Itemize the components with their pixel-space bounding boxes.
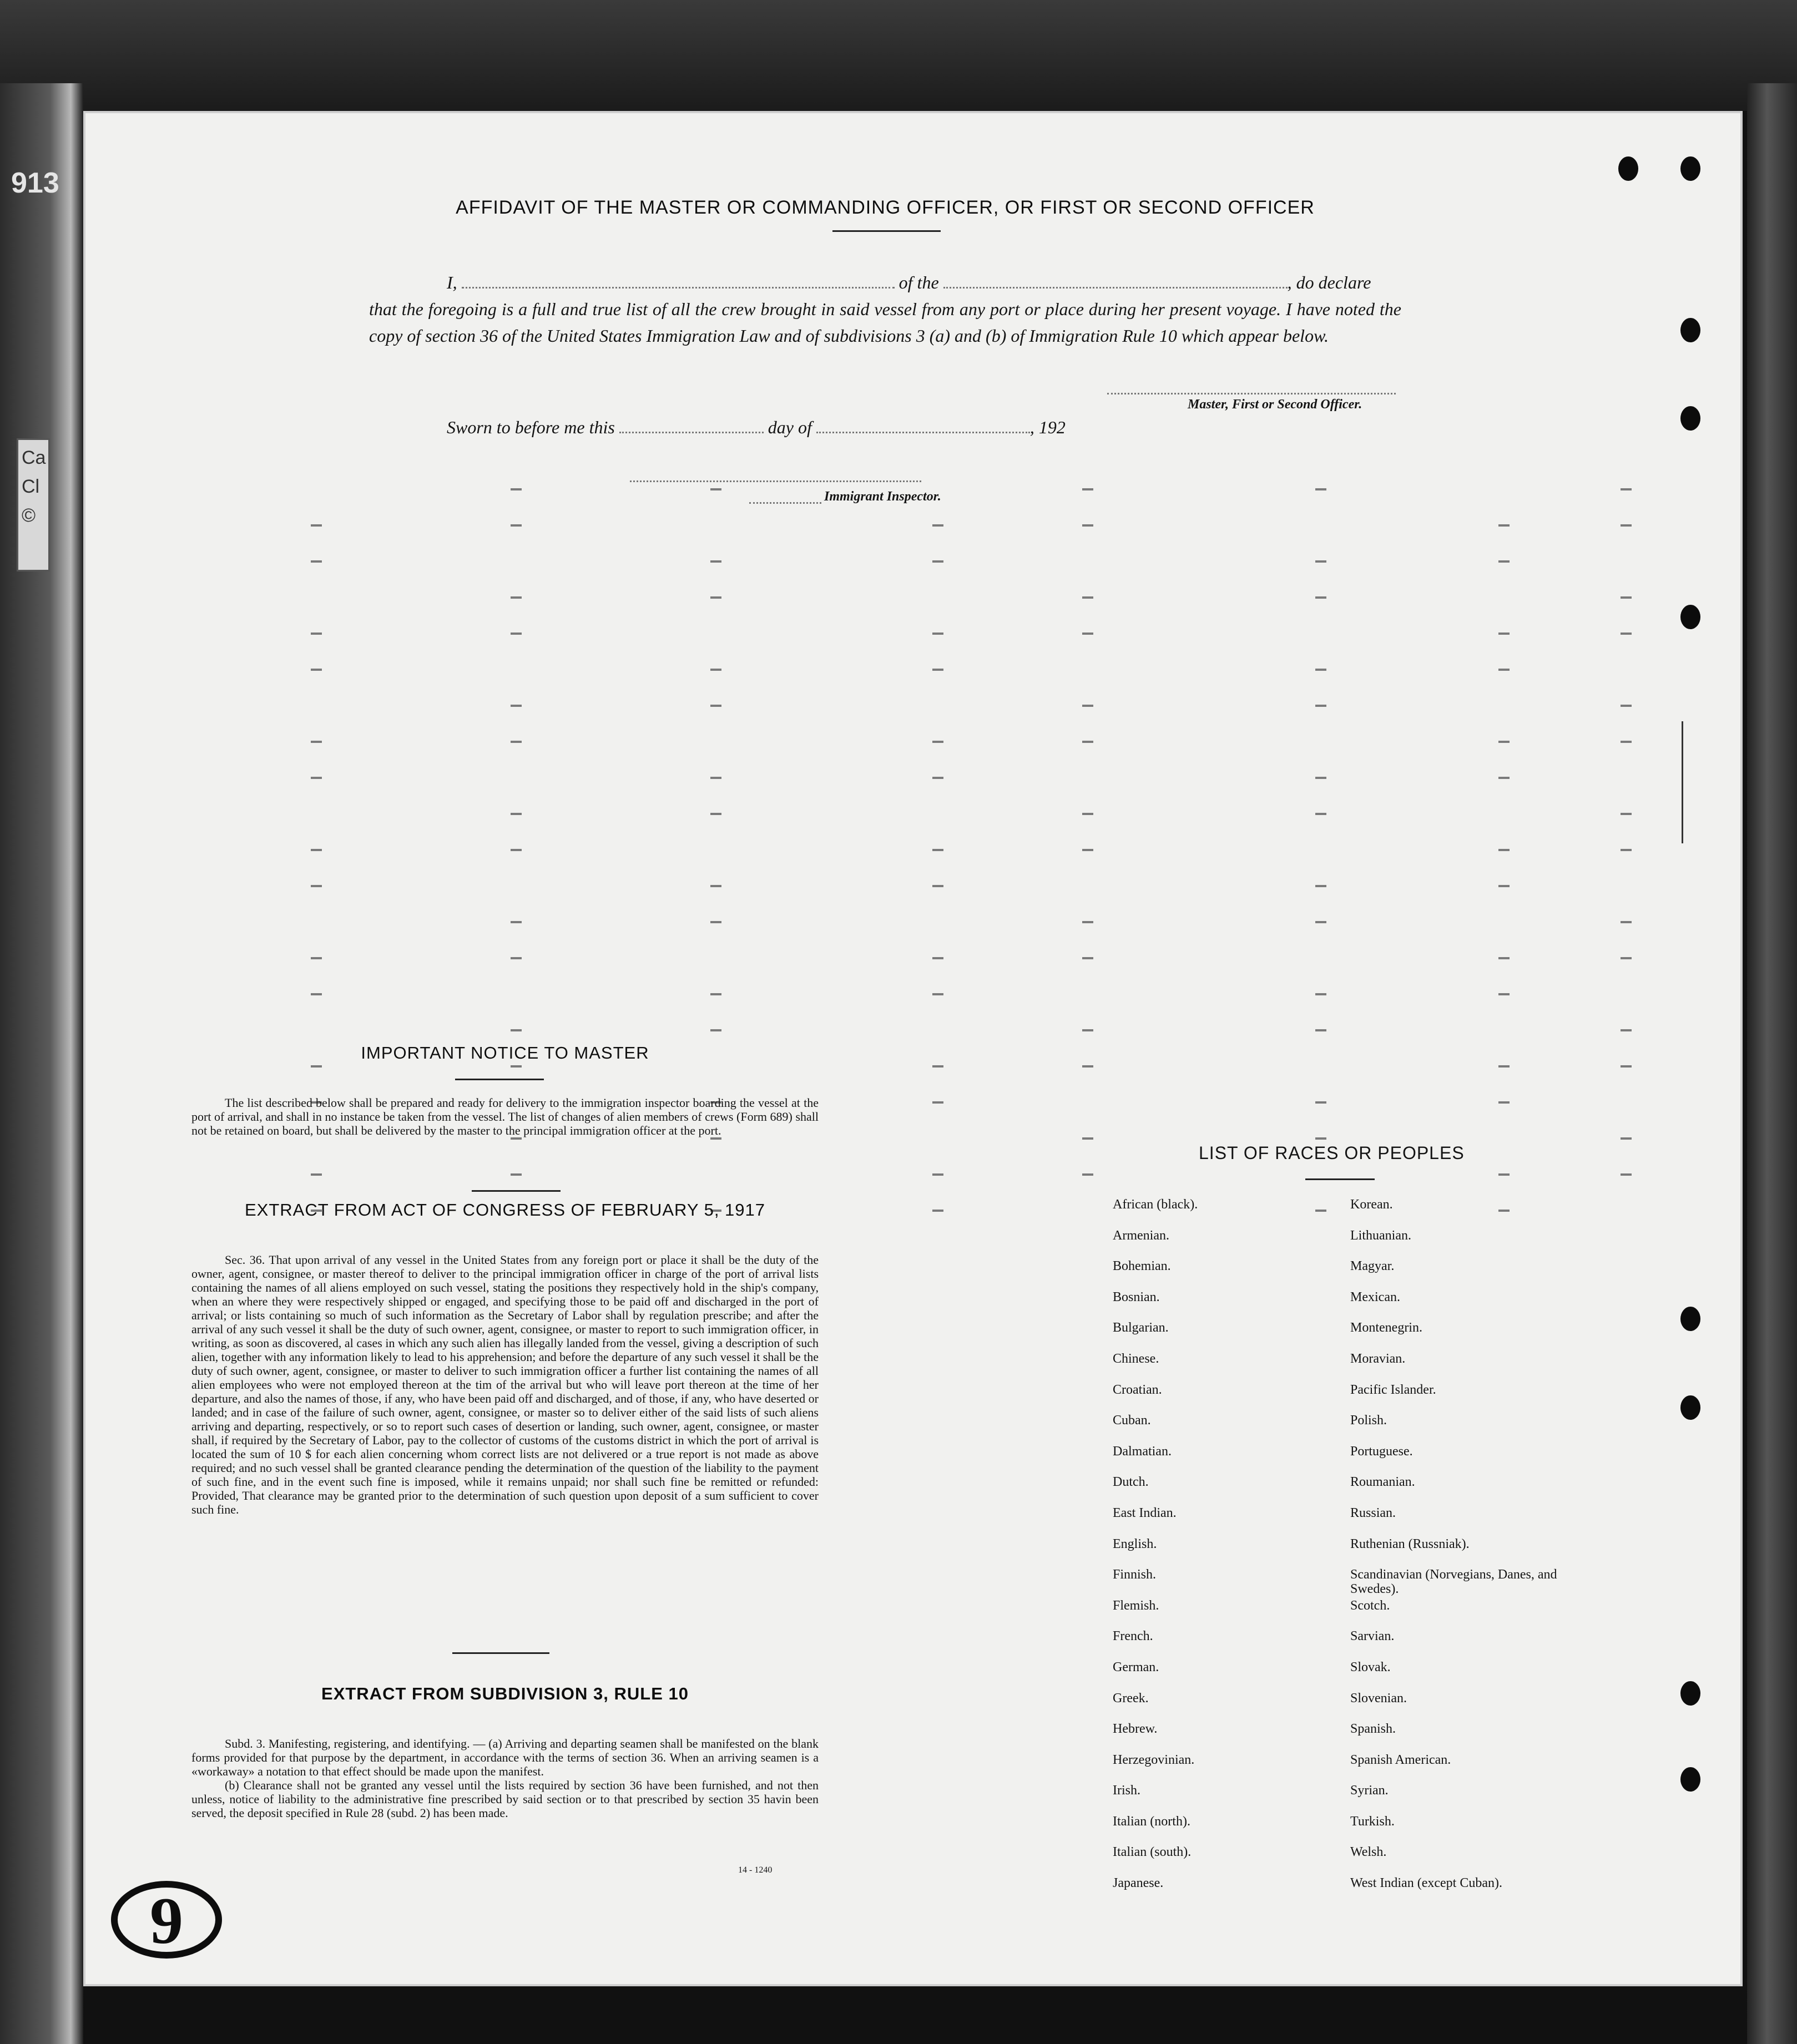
race-item: Polish. [1350,1413,1387,1428]
affidavit-declaration-line [447,269,1401,296]
bleed-through-mark [710,669,721,671]
punch-hole [1618,156,1638,181]
race-item: West Indian (except Cuban). [1350,1876,1502,1891]
bleed-through-row [277,524,1687,535]
bleed-through-mark [1315,1101,1326,1104]
bleed-through-mark [1315,1137,1326,1140]
bleed-through-row [277,488,1687,499]
inspector-caption: Immigrant Inspector. [824,489,941,504]
bleed-through-mark [1621,1173,1632,1176]
race-item: Roumanian. [1350,1475,1415,1490]
race-item: Dutch. [1113,1475,1149,1490]
sworn-line [447,417,1066,438]
act-text: Sec. 36. That upon arrival of any vessel in the United States from any foreign port or place it shall be the duty of the owner, agent, consignee, or master thereof to deliver to the principal immigration officer in charge of the port of arrival lists containing the names of all aliens employed on such vessel, stating the positions they respectively hold in the ship's company, when an where they were respectively shipped or engaged, and specifying those to be paid off and discharged in the port of arrival; or lists containing so much of such information as the Secretary of Labor shall by regulation prescribe; and after the arrival of any such vessel it shall be the duty of such owner, agent, consignee, or master to report to such immigration officer, in writing, as soon as discovered, al cases in which any such alien has illegally landed from the vessel, giving a description of such alien, together with any information likely to lead to his apprehension; and before the departure of any such vessel it shall be the duty of such owner, agent, consignee, or master to deliver to such immigration officer a further list containing the names of all alien employees who were not employed thereon at the tim of the arrival but who will leave port thereon at the time of her departure, and also the names of those, if any, who have been paid off and discharged, and of those, if any, who have deserted or landed; and in case of the failure of such owner, agent, consignee, or master so to deliver either of the said lists of such aliens arriving and departing, respectively, or so to report such cases of desertion or landing, such owner, agent, consignee, or master shall, if required by the Secretary of Labor, pay to the collector of customs of the customs district in which the port of arrival is located the sum of 10 $ for each alien concerning whom correct lists are not delivered or a true report is not made as above required; and no such vessel shall be granted clearance pending the determination of the question of the liability to the payment of such fine, and in the event such fine is imposed, while it remains unpaid; nor shall such fine be remitted or refunded: Provided, That clearance may be granted prior to the determination of such question upon deposit of a sum sufficient to cover such fine. [191,1253,819,1516]
sworn-day-field[interactable] [619,432,764,433]
bleed-through-mark [511,488,522,490]
bleed-through-mark [511,1137,522,1140]
bleed-through-mark [932,741,943,743]
bleed-through-mark [511,633,522,635]
race-item: Russian. [1350,1505,1396,1520]
form-number: 14 - 1240 [738,1865,773,1875]
act-title: EXTRACT FROM ACT OF CONGRESS OF FEBRUARY 5, 1917 [244,1200,766,1220]
notice-text: The list described below shall be prepared and ready for delivery to the immigration inspector boarding the vessel at the port of arrival, and shall in no instance be taken from the vessel. The list of changes of alien members of crews (Form 689) shall not be retained on board, but shall be delivered by the master to the principal immigration officer at the port. [191,1096,819,1137]
bleed-through-mark [511,1173,522,1176]
race-item: Portuguese. [1350,1444,1413,1459]
bleed-through-mark [311,633,322,635]
bleed-through-mark [1621,596,1632,599]
bleed-through-mark [1621,1065,1632,1067]
punch-hole [1680,406,1700,431]
bleed-through-mark [1082,813,1093,815]
scan-background-right [1747,83,1797,2044]
bleed-through-mark [932,957,943,959]
bleed-through-row [277,633,1687,644]
bleed-through-mark [710,596,721,599]
bleed-through-mark [311,1065,322,1067]
sworn-prefix: Sworn to before me this [447,417,615,437]
bleed-through-mark [311,885,322,887]
bleed-through-mark [932,1173,943,1176]
punch-hole [1680,1767,1700,1792]
race-item: Hebrew. [1113,1722,1158,1737]
bleed-through-marks [277,488,1687,1254]
bleed-through-mark [932,669,943,671]
act-body [191,1253,819,1516]
bleed-through-row [277,885,1687,896]
races-right-column [1350,1197,1606,1907]
bleed-through-row [277,813,1687,824]
races-underline [1305,1178,1375,1180]
bleed-through-mark [1082,1137,1093,1140]
bleed-through-mark [511,813,522,815]
bleed-through-mark [1082,1173,1093,1176]
bleed-through-mark [511,741,522,743]
race-item: Magyar. [1350,1259,1395,1274]
race-item: Bohemian. [1113,1259,1171,1274]
bleed-through-mark [710,560,721,563]
bleed-through-mark [1315,1029,1326,1031]
bleed-through-mark [1498,777,1510,779]
vessel-field[interactable] [943,287,1288,289]
bleed-through-mark [710,1137,721,1140]
bleed-through-mark [311,777,322,779]
bleed-through-mark [311,741,322,743]
race-item: Finnish. [1113,1567,1157,1582]
bleed-through-row [277,1029,1687,1040]
bleed-through-row [277,1173,1687,1185]
bleed-through-mark [1082,1029,1093,1031]
punch-hole [1680,1307,1700,1331]
race-item: Spanish. [1350,1722,1396,1737]
bleed-through-mark [1498,885,1510,887]
affidavit-title: AFFIDAVIT OF THE MASTER OR COMMANDING OFFICER, OR FIRST OR SECOND OFFICER [456,197,1315,218]
bleed-through-mark [1082,957,1093,959]
race-item: Herzegovinian. [1113,1752,1195,1767]
bleed-through-mark [1621,741,1632,743]
bleed-through-mark [710,993,721,995]
bleed-through-mark [311,669,322,671]
bleed-through-mark [1315,669,1326,671]
race-item: Scandinavian (Norvegians, Danes, and Swedes). [1350,1567,1557,1597]
bleed-through-mark [1082,633,1093,635]
bleed-through-mark [511,849,522,851]
inspector-signature-line[interactable] [630,480,921,482]
bleed-through-mark [710,705,721,707]
bleed-through-row [277,993,1687,1004]
scan-background-left [0,83,83,2044]
inspector-signature-line-short[interactable] [749,502,821,504]
bleed-through-mark [1315,813,1326,815]
name-field[interactable] [462,287,895,289]
underlying-page-number: 913 [11,167,59,199]
races-left-column [1113,1197,1368,1907]
race-item: Armenian. [1113,1228,1169,1243]
race-item: Italian (south). [1113,1845,1192,1860]
bleed-through-mark [932,1065,943,1067]
bleed-through-mark [511,524,522,527]
bleed-through-mark [1498,524,1510,527]
races-title: LIST OF RACES OR PEOPLES [1199,1143,1465,1163]
bleed-through-mark [311,993,322,995]
officer-caption: Master, First or Second Officer. [1188,397,1362,412]
bleed-through-row [277,777,1687,788]
rule-para-b: (b) Clearance shall not be granted any vessel until the lists required by section 36 have been furnished, and not then unless, notice of liability to the administrative fine prescribed by said section or to that prescribed by section 35 havin been served, the deposit specified in Rule 28 (subd. 2) has been made. [191,1778,819,1820]
bleed-through-mark [1498,849,1510,851]
bleed-through-mark [1315,777,1326,779]
race-item: Bulgarian. [1113,1320,1169,1335]
race-item: Irish. [1113,1783,1140,1798]
race-item: Bosnian. [1113,1289,1160,1304]
bleed-through-mark [1082,488,1093,490]
bleed-through-row [277,560,1687,571]
bleed-through-mark [1621,488,1632,490]
race-item: Syrian. [1350,1783,1389,1798]
bleed-through-mark [932,560,943,563]
i-label: I, [447,272,457,292]
bleed-through-mark [1315,993,1326,995]
bleed-through-mark [311,1173,322,1176]
race-item: Mexican. [1350,1289,1400,1304]
bleed-through-mark [511,1029,522,1031]
bleed-through-mark [710,885,721,887]
bleed-through-mark [1498,669,1510,671]
bleed-through-mark [1498,957,1510,959]
bleed-through-mark [1082,705,1093,707]
bleed-through-mark [1082,524,1093,527]
race-item: Flemish. [1113,1598,1159,1613]
bleed-through-row [277,957,1687,968]
bleed-through-mark [311,957,322,959]
race-item: Greek. [1113,1691,1149,1706]
bleed-through-row [277,669,1687,680]
race-item: Slovak. [1350,1660,1391,1674]
race-item: Scotch. [1350,1598,1390,1613]
race-item: Montenegrin. [1350,1320,1422,1335]
sworn-year-label: , 192 [1029,417,1066,437]
bleed-through-mark [1082,741,1093,743]
bleed-through-mark [1315,885,1326,887]
bleed-through-mark [511,596,522,599]
act-overline [472,1190,561,1192]
rule-body [191,1737,819,1820]
sworn-month-field[interactable] [816,432,1030,433]
race-item: French. [1113,1629,1153,1644]
bleed-through-row [277,1137,1687,1149]
bleed-through-mark [1498,1101,1510,1104]
bleed-through-mark [932,849,943,851]
scan-background-top [0,0,1797,111]
bleed-through-mark [932,993,943,995]
punch-hole [1680,1681,1700,1706]
race-item: Japanese. [1113,1876,1164,1891]
bleed-through-mark [311,849,322,851]
bleed-through-mark [1498,1173,1510,1176]
race-item: Turkish. [1350,1814,1395,1829]
bleed-through-mark [1621,1137,1632,1140]
race-item: Korean. [1350,1197,1393,1212]
bleed-through-mark [1315,560,1326,563]
race-item: Chinese. [1113,1351,1159,1366]
bleed-through-mark [1621,633,1632,635]
bleed-through-mark [511,921,522,923]
bleed-through-mark [1498,560,1510,563]
bleed-through-mark [1082,1065,1093,1067]
race-item: African (black). [1113,1197,1198,1212]
bleed-through-row [277,741,1687,752]
officer-signature-line[interactable] [1107,393,1396,394]
punch-hole [1680,156,1700,181]
race-item: Slovenian. [1350,1691,1407,1706]
rule-overline [452,1652,549,1654]
bleed-through-mark [311,524,322,527]
race-item: Welsh. [1350,1845,1387,1860]
bleed-through-mark [511,705,522,707]
notice-body [191,1096,819,1137]
bleed-through-mark [932,885,943,887]
bleed-through-mark [511,957,522,959]
bleed-through-mark [1621,957,1632,959]
notice-underline [455,1079,544,1080]
bleed-through-mark [932,633,943,635]
race-item: Ruthenian (Russniak). [1350,1536,1470,1551]
bleed-through-mark [1082,921,1093,923]
bleed-through-mark [1082,849,1093,851]
bleed-through-mark [932,777,943,779]
bleed-through-mark [1315,921,1326,923]
race-item: Sarvian. [1350,1629,1395,1644]
race-item: Lithuanian. [1350,1228,1411,1243]
bleed-through-mark [1498,1065,1510,1067]
bleed-through-mark [710,1029,721,1031]
bleed-through-mark [710,777,721,779]
bleed-through-mark [511,1065,522,1067]
bleed-through-mark [1498,633,1510,635]
bleed-through-mark [932,524,943,527]
do-declare-label: , do declare [1287,272,1371,292]
race-item: Pacific Islander. [1350,1382,1436,1397]
bleed-through-mark [1621,849,1632,851]
punch-hole [1680,1395,1700,1420]
race-item: East Indian. [1113,1505,1177,1520]
bleed-through-mark [1315,705,1326,707]
bleed-through-mark [311,560,322,563]
bleed-through-mark [1621,1029,1632,1031]
bleed-through-mark [1315,488,1326,490]
race-item: Spanish American. [1350,1752,1451,1767]
race-item: Croatian. [1113,1382,1162,1397]
bleed-through-row [277,921,1687,932]
bleed-through-mark [710,921,721,923]
race-item: English. [1113,1536,1157,1551]
punch-hole [1680,318,1700,342]
bleed-through-row [277,596,1687,608]
race-item: Dalmatian. [1113,1444,1172,1459]
race-item: German. [1113,1660,1159,1674]
rule-title: EXTRACT FROM SUBDIVISION 3, RULE 10 [321,1684,689,1703]
bleed-through-mark [1621,921,1632,923]
bleed-through-mark [1498,993,1510,995]
bleed-through-row [277,1065,1687,1076]
race-item: Cuban. [1113,1413,1151,1428]
bleed-through-mark [932,1101,943,1104]
bleed-through-mark [710,488,721,490]
bleed-through-mark [932,1210,943,1212]
bleed-through-mark [1315,596,1326,599]
title-underline [832,230,941,232]
bleed-through-mark [710,813,721,815]
margin-note: Ca Cl © [17,438,50,571]
bleed-through-mark [1621,705,1632,707]
race-item: Moravian. [1350,1351,1406,1366]
notice-title: IMPORTANT NOTICE TO MASTER [361,1043,649,1063]
bleed-through-row [277,705,1687,716]
stamped-sheet-number: 9 [111,1881,222,1959]
race-item: Italian (north). [1113,1814,1190,1829]
rule-para-a: Subd. 3. Manifesting, registering, and identifying. — (a) Arriving and departing seamen shall be manifested on the blank forms provided for that purpose by the department, in accordance with the terms of section 36. When an arriving seamen is a «workaway» a notation to that effect should be made upon the manifest. [191,1737,819,1778]
bleed-through-mark [1498,741,1510,743]
bleed-through-mark [1082,596,1093,599]
bleed-through-row [277,849,1687,860]
sworn-day-label: day of [768,417,812,437]
of-the-label: of the [899,272,939,292]
bleed-through-mark [1621,524,1632,527]
affidavit-body: that the foregoing is a full and true list of all the crew brought in said vessel from any port or place during her present voyage. I have noted the copy of section 36 of the United States Immigration Law and of subdivisions 3 (a) and (b) of Immigration Rule 10 which appear below. [369,299,1401,346]
bleed-through-mark [1621,813,1632,815]
